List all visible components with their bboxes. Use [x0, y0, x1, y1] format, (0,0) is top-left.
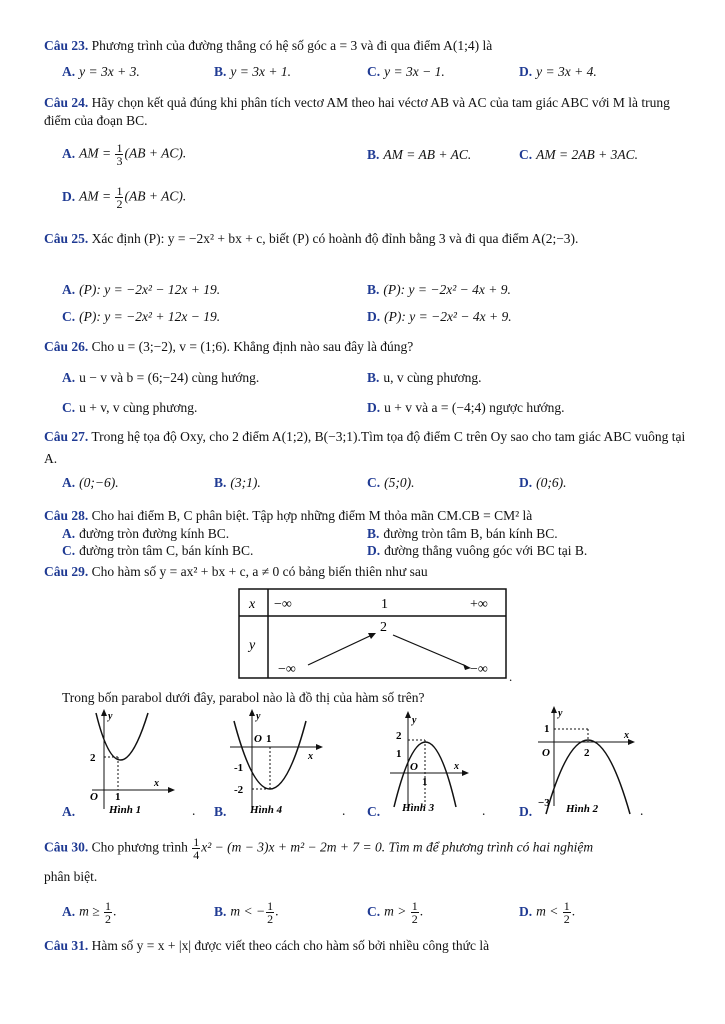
- graph-period: .: [482, 803, 486, 818]
- table-x-label: x: [249, 597, 256, 612]
- svg-text:1: 1: [544, 723, 550, 735]
- fraction: $\frac{1}{2}$: [105, 899, 112, 926]
- svg-text:y: y: [108, 711, 113, 722]
- option-b[interactable]: B. đường tròn tâm B, bán kính BC.: [367, 526, 558, 541]
- question-number: Câu 23.: [44, 38, 89, 53]
- graph-hinh-1[interactable]: [82, 707, 182, 817]
- question-26: [44, 338, 689, 356]
- option-b[interactable]: B. (3;1).: [214, 475, 261, 490]
- option-c[interactable]: C. đường tròn tâm C, bán kính BC.: [62, 543, 254, 558]
- option-d[interactable]: D. (P): y = −2x² − 4x + 9.: [367, 309, 512, 324]
- question-29: [44, 563, 689, 581]
- option-b[interactable]: B. (P): y = −2x² − 4x + 9.: [367, 282, 511, 297]
- option-c[interactable]: C. u + v, v cùng phương.: [62, 400, 198, 415]
- option-d[interactable]: D. (0;6).: [519, 475, 567, 490]
- question-28: [44, 507, 689, 525]
- decrease-arrow: [393, 635, 466, 666]
- fraction: $\frac{1}{4}$: [193, 835, 200, 862]
- question-number: Câu 30.: [44, 839, 89, 855]
- svg-text:y: y: [558, 708, 563, 719]
- table-x-mid: 1: [381, 597, 388, 612]
- question-text: Phương trình của đường thẳng có hệ số góc a = 3 và đi qua điểm A(1;4) là: [91, 38, 493, 53]
- option-a[interactable]: A. y = 3x + 3.: [62, 64, 140, 79]
- svg-text:O: O: [410, 761, 418, 773]
- question-text: Cho hai điểm B, C phân biệt. Tập hợp những điểm M thỏa mãn CM.CB = CM² là: [91, 508, 533, 523]
- svg-text:1: 1: [266, 733, 272, 745]
- option-a[interactable]: A. đường tròn đường kính BC.: [62, 526, 230, 541]
- graph-hinh-4[interactable]: [226, 707, 326, 817]
- option-b[interactable]: B. y = 3x + 1.: [214, 64, 291, 79]
- question-text: Trong bốn parabol dưới đây, parabol nào là đồ thị của hàm số trên?: [62, 690, 425, 705]
- option-b[interactable]: B. m < − $\frac{1}{2}$ .: [214, 899, 279, 926]
- graph-period: .: [640, 803, 644, 818]
- svg-text:−3: −3: [538, 797, 550, 809]
- option-c[interactable]: C. y = 3x − 1.: [367, 64, 445, 79]
- table-y-top: 2: [380, 620, 387, 635]
- svg-text:x: x: [308, 751, 313, 762]
- option-c[interactable]: C. (5;0).: [367, 475, 415, 490]
- option-d[interactable]: D. y = 3x + 4.: [519, 64, 597, 79]
- question-number: Câu 24.: [44, 95, 89, 110]
- graph-hinh-3[interactable]: [384, 707, 474, 817]
- question-30-line2: phân biệt.: [44, 869, 98, 884]
- question-number: Câu 28.: [44, 508, 89, 523]
- question-text: Hãy chọn kết quả đúng khi phân tích vectơ AM theo hai véctơ AB và AC của tam giác ABC với M là trung điểm của đoạn BC.: [44, 95, 670, 128]
- option-d[interactable]: D.: [519, 804, 533, 819]
- option-d[interactable]: D. u + v và a = (−4;4) ngược hướng.: [367, 400, 565, 415]
- svg-text:x: x: [154, 778, 159, 789]
- svg-text:2: 2: [90, 752, 96, 764]
- svg-text:1: 1: [115, 791, 121, 803]
- fraction: $\frac{1}{2}$: [563, 899, 570, 926]
- svg-text:Hình 3: Hình 3: [402, 802, 435, 814]
- option-a[interactable]: A.: [62, 804, 76, 819]
- svg-text:-2: -2: [234, 784, 244, 796]
- question-number: Câu 27.: [44, 429, 89, 444]
- question-30: [44, 836, 689, 861]
- question-text: Cho u = (3;−2), v = (1;6). Khẳng định nào sau đây là đúng?: [91, 339, 414, 354]
- svg-text:Hình 1: Hình 1: [109, 804, 142, 816]
- question-number: Câu 26.: [44, 339, 89, 354]
- svg-text:y: y: [412, 715, 417, 726]
- graph-period: .: [192, 803, 196, 818]
- question-text: Hàm số y = x + |x| được viết theo cách cho hàm số bởi nhiều công thức là: [91, 938, 490, 953]
- svg-text:2: 2: [396, 730, 402, 742]
- svg-text:x: x: [624, 730, 629, 741]
- graph-hinh-2[interactable]: [532, 702, 642, 817]
- fraction: $\frac{1}{2}$: [116, 184, 123, 211]
- table-y-right: −∞: [470, 662, 488, 677]
- svg-text:O: O: [254, 733, 262, 745]
- question-text: Xác định (P): y = −2x² + bx + c, biết (P) có hoành độ đỉnh bằng 3 và đi qua điểm A(2;−3).: [91, 231, 579, 246]
- option-c[interactable]: C. m > $\frac{1}{2}$ .: [367, 899, 424, 926]
- option-a[interactable]: A. AM = $\frac{1}{3}$ (AB + AC).: [62, 141, 187, 168]
- question-27: [44, 426, 689, 470]
- option-b[interactable]: B. AM = AB + AC.: [367, 147, 472, 162]
- option-a[interactable]: A. (0;−6).: [62, 475, 119, 490]
- svg-text:-1: -1: [234, 762, 244, 774]
- question-31: [44, 937, 689, 955]
- option-c[interactable]: C. AM = 2AB + 3AC.: [519, 147, 638, 162]
- option-d[interactable]: D. đường thẳng vuông góc với BC tại B.: [367, 543, 588, 558]
- question-number: Câu 29.: [44, 564, 89, 579]
- option-b[interactable]: B.: [214, 804, 227, 819]
- svg-text:O: O: [542, 747, 550, 759]
- fraction: $\frac{1}{2}$: [411, 899, 418, 926]
- table-x-left: −∞: [274, 597, 292, 612]
- question-text-eq: x² − (m − 3)x + m² − 2m + 7 = 0. Tìm m để phương trình có hai nghiệm: [201, 839, 594, 855]
- question-25: [44, 226, 689, 252]
- option-d[interactable]: D. AM = $\frac{1}{2}$ (AB + AC).: [62, 184, 187, 211]
- table-period: .: [509, 669, 513, 684]
- option-a[interactable]: A. (P): y = −2x² − 12x + 19.: [62, 282, 221, 297]
- svg-text:x: x: [454, 761, 459, 772]
- svg-text:Hình 4: Hình 4: [250, 804, 283, 816]
- option-a[interactable]: A. u − v và b = (6;−24) cùng hướng.: [62, 370, 260, 385]
- question-text: Trong hệ tọa độ Oxy, cho 2 điểm A(1;2), B(−3;1).Tìm tọa độ điểm C trên Oy sao cho tam giác ABC vuông tại A.: [44, 429, 686, 466]
- table-y-left: −∞: [278, 662, 296, 677]
- option-c[interactable]: C.: [367, 804, 381, 819]
- question-number: Câu 31.: [44, 938, 89, 953]
- svg-text:1: 1: [396, 748, 402, 760]
- graph-period: .: [342, 803, 346, 818]
- question-number: Câu 25.: [44, 231, 89, 246]
- option-c[interactable]: C. (P): y = −2x² + 12x − 19.: [62, 309, 221, 324]
- svg-text:Hình 2: Hình 2: [566, 803, 599, 815]
- table-y-label: y: [249, 638, 256, 653]
- question-23: [44, 37, 689, 55]
- question-24: [44, 94, 689, 130]
- table-x-right: +∞: [470, 597, 488, 612]
- option-b[interactable]: B. u, v cùng phương.: [367, 370, 482, 385]
- option-a[interactable]: A. m ≥ $\frac{1}{2}$ .: [62, 899, 117, 926]
- option-d[interactable]: D. m < $\frac{1}{2}$ .: [519, 899, 576, 926]
- fraction: $\frac{1}{3}$: [116, 141, 123, 168]
- svg-text:2: 2: [584, 747, 590, 759]
- variation-table: [238, 588, 508, 680]
- svg-text:1: 1: [422, 776, 428, 788]
- question-text-pre: Cho phương trình: [91, 839, 188, 855]
- fraction: $\frac{1}{2}$: [267, 899, 274, 926]
- svg-text:y: y: [256, 711, 261, 722]
- increase-arrow: [308, 635, 372, 665]
- question-text: Cho hàm số y = ax² + bx + c, a ≠ 0 có bảng biến thiên như sau: [91, 564, 428, 579]
- svg-text:O: O: [90, 791, 98, 803]
